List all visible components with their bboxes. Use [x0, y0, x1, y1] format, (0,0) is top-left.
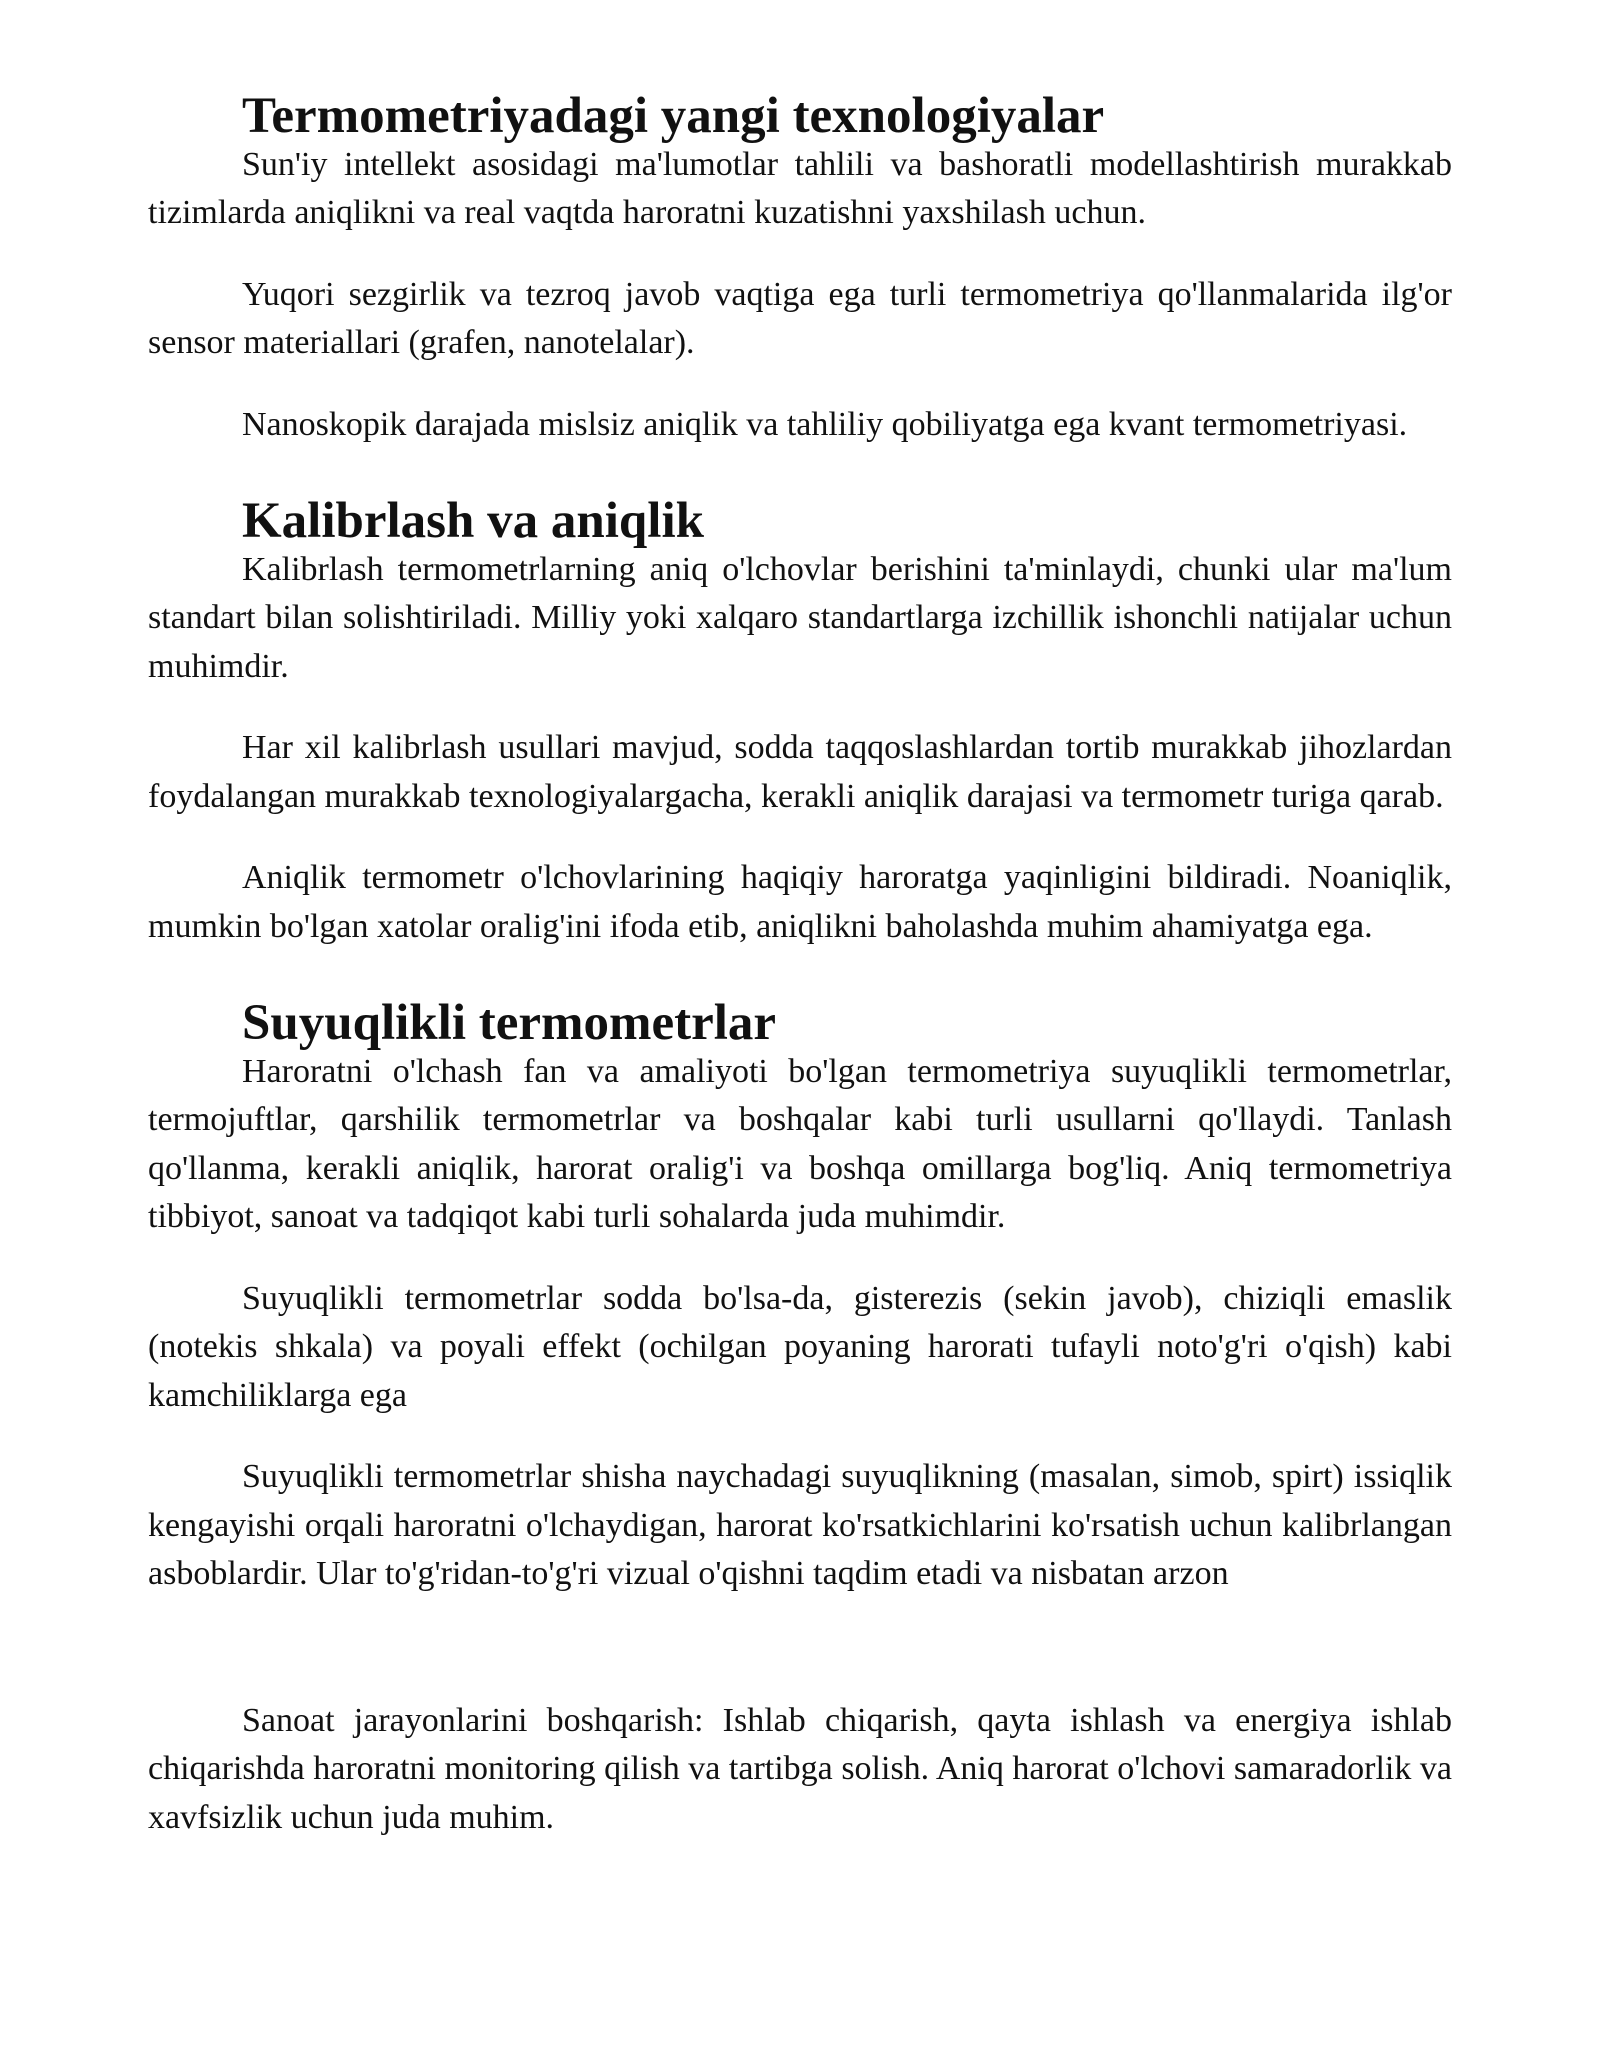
document-page [148, 88, 1452, 1842]
paragraph: Haroratni o'lchash fan va amaliyoti bo'lgan termometriya suyuqlikli termometrlar, termojuftlar, qarshilik termometrlar va boshqalar kabi turli usullarni qo'llaydi. Tanlash qo'llanma, kerakli aniqlik, harorat oralig'i va boshqa omillarga bog'liq. Aniq termometriya tibbiyot, sanoat va tadqiqot kabi turli sohalarda juda muhimdir. [148, 1052, 1452, 1235]
paragraph: Har xil kalibrlash usullari mavjud, sodda taqqoslashlardan tortib murakkab jihozlardan foydalangan murakkab texnologiyalargacha, kerakli aniqlik darajasi va termometr turiga qarab. [148, 729, 1452, 815]
paragraph: Nanoskopik darajada mislsiz aniqlik va tahliliy qobiliyatga ega kvant termometriyasi. [242, 405, 1408, 443]
section-heading: Termometriyadagi yangi texnologiyalar [242, 88, 1105, 144]
section-heading: Suyuqlikli termometrlar [242, 995, 777, 1051]
paragraph: Suyuqlikli termometrlar shisha naychadagi suyuqlikning (masalan, simob, spirt) issiqlik kengayishi orqali haroratni o'lchaydigan, harorat ko'rsatkichlarini ko'rsatish uchun kalibrlangan asboblardir. Ular to'g'ridan-to'g'ri vizual o'qishni taqdim etadi va nisbatan arzon [148, 1458, 1452, 1592]
section-new-technologies [148, 88, 1452, 449]
paragraph: Sun'iy intellekt asosidagi ma'lumotlar tahlili va bashoratli modellashtirish murakkab tizimlarda aniqlikni va real vaqtda haroratni kuzatishni yaxshilash uchun. [148, 145, 1452, 231]
paragraph: Sanoat jarayonlarini boshqarish: Ishlab chiqarish, qayta ishlash va energiya ishlab chiqarishda haroratni monitoring qilish va tartibga solish. Aniq harorat o'lchovi samaradorlik va xavfsizlik uchun juda muhim. [148, 1701, 1452, 1836]
paragraph: Aniqlik termometr o'lchovlarining haqiqiy haroratga yaqinligini bildiradi. Noaniqlik, mumkin bo'lgan xatolar oralig'ini ifoda etib, aniqlikni baholashda muhim ahamiyatga ega. [148, 859, 1452, 945]
paragraph: Suyuqlikli termometrlar sodda bo'lsa-da, gisterezis (sekin javob), chiziqli emaslik (notekis shkala) va poyali effekt (ochilgan poyaning harorati tufayli noto'g'ri o'qish) kabi kamchiliklarga ega [148, 1279, 1452, 1414]
section-calibration [148, 493, 1452, 951]
paragraph: Kalibrlash termometrlarning aniq o'lchovlar berishini ta'minlaydi, chunki ular ma'lum standart bilan solishtiriladi. Milliy yoki xalqaro standartlarga izchillik ishonchli natijalar uchun muhimdir. [148, 550, 1452, 685]
paragraph: Yuqori sezgirlik va tezroq javob vaqtiga ega turli termometriya qo'llanmalarida ilg'or sensor materiallari (grafen, nanotelalar). [148, 275, 1452, 361]
section-heading: Kalibrlash va aniqlik [242, 493, 704, 549]
section-liquid-thermometers [148, 995, 1452, 1842]
